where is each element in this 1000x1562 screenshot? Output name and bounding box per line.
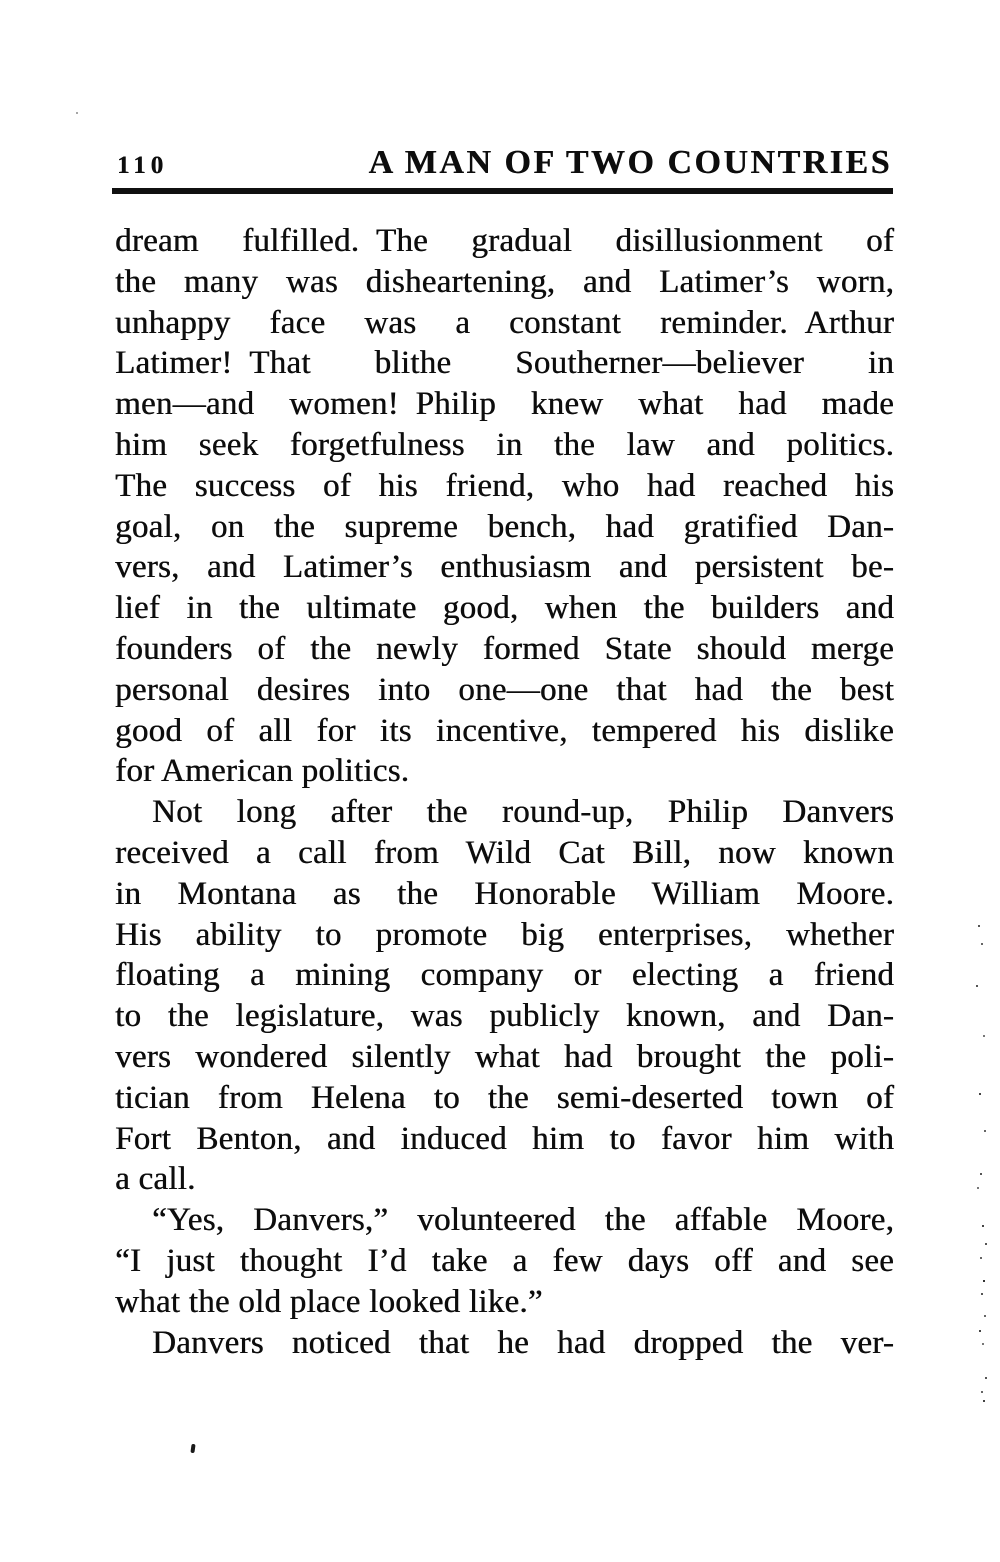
text-line: Danvers noticed that he had dropped the ver- xyxy=(152,1324,894,1361)
text-line: goal, on the supreme bench, had gratified Dan- xyxy=(115,508,894,545)
text-line: Fort Benton, and induced him to favor him with xyxy=(115,1120,894,1157)
text-line: men—and women! Philip knew what had made xyxy=(115,386,894,423)
text-line: lief in the ultimate good, when the builders and xyxy=(115,590,894,627)
header-rule xyxy=(112,188,893,194)
ink-speck xyxy=(190,1444,195,1453)
text-line: dream fulfilled. The gradual disillusionment of xyxy=(115,223,894,259)
scan-edge-noise xyxy=(978,925,980,927)
text-line: personal desires into one—one that had the best xyxy=(115,671,894,708)
text-line: Latimer! That blithe Southerner—believer in xyxy=(115,345,894,382)
text-line: His ability to promote big enterprises, whether xyxy=(115,916,894,953)
text-line: him seek forgetfulness in the law and politics. xyxy=(115,426,894,463)
text-line: what the old place looked like.” xyxy=(115,1283,543,1320)
text-line: to the legislature, was publicly known, and Dan- xyxy=(115,998,894,1035)
text-line: in Montana as the Honorable William Moore. xyxy=(115,875,894,912)
text-line: vers, and Latimer’s enthusiasm and persistent be- xyxy=(115,549,894,586)
text-line: for American politics. xyxy=(115,753,410,790)
text-line: tician from Helena to the semi-deserted town of xyxy=(115,1079,894,1116)
text-line: floating a mining company or electing a friend xyxy=(115,957,894,994)
text-line: “I just thought I’d take a few days off and see xyxy=(115,1242,894,1279)
text-line: Not long after the round-up, Philip Danvers xyxy=(152,794,894,831)
text-line: founders of the newly formed State should merge xyxy=(115,630,894,667)
text-line: good of all for its incentive, tempered his dislike xyxy=(115,712,894,749)
text-line: “Yes, Danvers,” volunteered the affable Moore, xyxy=(152,1202,894,1239)
text-line: unhappy face was a constant reminder. Arthur xyxy=(115,304,894,341)
text-line: vers wondered silently what had brought the poli- xyxy=(115,1038,894,1075)
text-line: a call. xyxy=(115,1161,196,1198)
text-line: The success of his friend, who had reached his xyxy=(115,467,894,504)
page-body xyxy=(115,221,894,1363)
running-header-title: A MAN OF TWO COUNTRIES xyxy=(368,144,892,181)
page-number: 110 xyxy=(117,152,169,179)
text-line: the many was disheartening, and Latimer’s worn, xyxy=(115,263,894,300)
scan-speck xyxy=(76,112,78,114)
text-line: received a call from Wild Cat Bill, now known xyxy=(115,834,894,871)
